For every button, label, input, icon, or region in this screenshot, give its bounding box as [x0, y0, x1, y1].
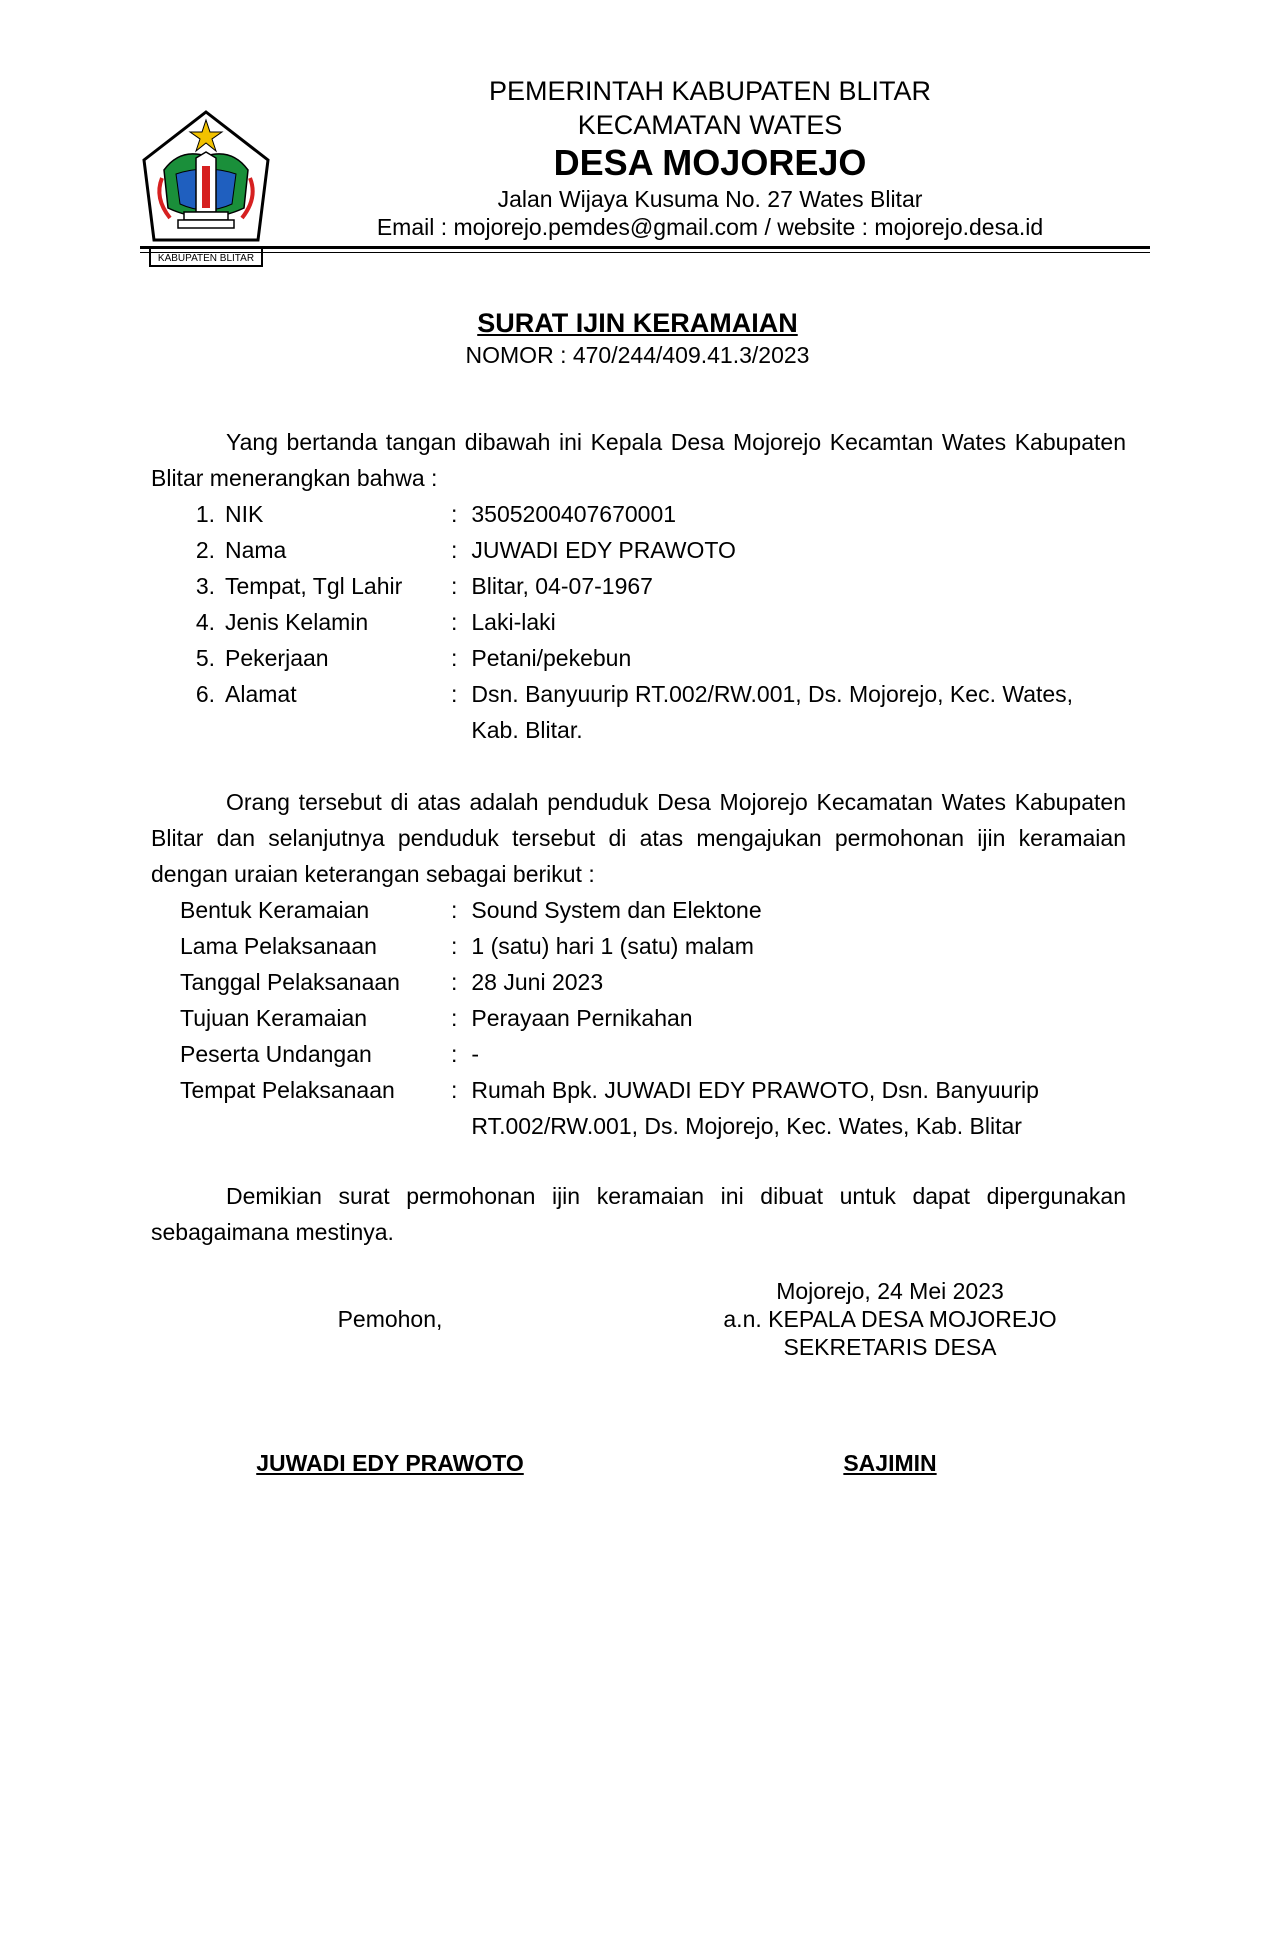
- official-position: SEKRETARIS DESA: [783, 1334, 997, 1360]
- header-contact: Email : mojorejo.pemdes@gmail.com / website : mojorejo.desa.id: [376, 214, 1044, 240]
- event-label: Lama Pelaksanaan: [180, 933, 377, 959]
- applicant-label: Pemohon,: [337, 1306, 443, 1332]
- identity-value: : 3505200407670001: [451, 501, 677, 527]
- identity-value: : Laki-laki: [451, 609, 556, 635]
- header-address: Jalan Wijaya Kusuma No. 27 Wates Blitar: [497, 186, 923, 212]
- event-label: Peserta Undangan: [180, 1041, 372, 1067]
- event-label: Bentuk Keramaian: [180, 897, 370, 923]
- event-value: : Sound System dan Elektone: [451, 897, 762, 923]
- identity-number: 6.: [195, 681, 215, 707]
- identity-value: : Petani/pekebun: [451, 645, 632, 671]
- event-value: : -: [451, 1041, 480, 1067]
- applicant-name: JUWADI EDY PRAWOTO: [256, 1450, 524, 1476]
- event-value: : Perayaan Pernikahan: [451, 1005, 693, 1031]
- event-value: : 28 Juni 2023: [451, 969, 604, 995]
- identity-value-continued: Kab. Blitar.: [471, 717, 583, 743]
- event-label: Tanggal Pelaksanaan: [180, 969, 400, 995]
- event-value: : 1 (satu) hari 1 (satu) malam: [451, 933, 754, 959]
- event-value: : Rumah Bpk. JUWADI EDY PRAWOTO, Dsn. Banyuurip: [451, 1077, 1039, 1103]
- document-number: NOMOR : 470/244/409.41.3/2023: [465, 342, 810, 368]
- identity-label: Jenis Kelamin: [225, 609, 369, 635]
- intro-paragraph: Yang bertanda tangan dibawah ini Kepala Desa Mojorejo Kecamtan Wates Kabupaten Blitar menerangkan bahwa :: [151, 429, 1126, 491]
- closing-paragraph: Demikian surat permohonan ijin keramaian ini dibuat untuk dapat dipergunakan sebagaimana mestinya.: [151, 1183, 1126, 1245]
- identity-value: : JUWADI EDY PRAWOTO: [451, 537, 736, 563]
- identity-value: : Dsn. Banyuurip RT.002/RW.001, Ds. Mojorejo, Kec. Wates,: [451, 681, 1074, 707]
- identity-number: 1.: [195, 501, 215, 527]
- header-divider-thick: [140, 246, 1150, 249]
- identity-number: 4.: [195, 609, 215, 635]
- header-government: PEMERINTAH KABUPATEN BLITAR: [488, 76, 932, 106]
- identity-number: 3.: [195, 573, 215, 599]
- identity-label: Alamat: [225, 681, 297, 707]
- event-label: Tempat Pelaksanaan: [180, 1077, 395, 1103]
- identity-label: Tempat, Tgl Lahir: [225, 573, 403, 599]
- event-label: Tujuan Keramaian: [180, 1005, 368, 1031]
- header-district: KECAMATAN WATES: [577, 110, 843, 140]
- identity-number: 5.: [195, 645, 215, 671]
- header-divider-thin: [140, 252, 1150, 253]
- official-name: SAJIMIN: [843, 1450, 937, 1476]
- header-village: DESA MOJOREJO: [553, 142, 867, 183]
- kabupaten-blitar-logo: [140, 108, 272, 274]
- place-date: Mojorejo, 24 Mei 2023: [776, 1278, 1004, 1304]
- identity-label: Pekerjaan: [225, 645, 329, 671]
- identity-label: Nama: [225, 537, 287, 563]
- identity-value: : Blitar, 04-07-1967: [451, 573, 653, 599]
- official-title: a.n. KEPALA DESA MOJOREJO: [723, 1306, 1057, 1332]
- identity-label: NIK: [225, 501, 264, 527]
- logo-caption: KABUPATEN BLITAR: [157, 253, 255, 264]
- document-title: SURAT IJIN KERAMAIAN: [477, 308, 798, 338]
- body-paragraph: Orang tersebut di atas adalah penduduk Desa Mojorejo Kecamatan Wates Kabupaten Blitar dan selanjutnya penduduk tersebut di atas mengajukan permohonan ijin keramaian dengan uraian keterangan sebagai berikut :: [151, 789, 1126, 887]
- identity-number: 2.: [195, 537, 215, 563]
- event-value-continued: RT.002/RW.001, Ds. Mojorejo, Kec. Wates, Kab. Blitar: [471, 1113, 1022, 1139]
